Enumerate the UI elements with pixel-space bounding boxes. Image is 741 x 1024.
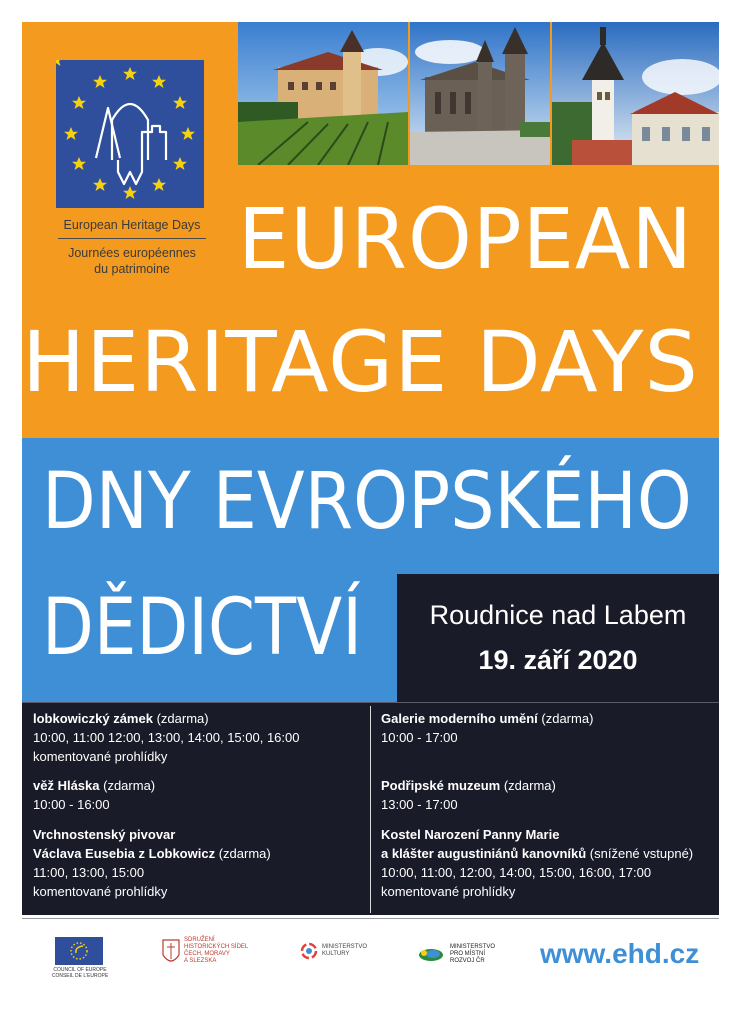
logo-divider <box>58 238 206 239</box>
mk-line2: KULTURY <box>322 951 350 957</box>
shs-shield-icon <box>162 939 180 967</box>
schedule-item-zamek <box>33 709 363 766</box>
venue-times: 10:00, 11:00 12:00, 13:00, 14:00, 15:00, 16:00 <box>33 730 300 745</box>
footer-rule <box>22 918 719 919</box>
mmr-line2: PRO MÍSTNÍ <box>450 951 486 957</box>
venue-name: Podřipské muzeum <box>381 778 501 793</box>
logo-name-fr-line2: du patrimoine <box>94 262 170 276</box>
ministry-culture-icon <box>300 942 318 960</box>
photo-church <box>410 22 550 165</box>
venue-extra: komentované prohlídky <box>33 884 168 899</box>
venue-name-2: a klášter augustiniánů kanovníků <box>381 846 587 861</box>
title-en-line1: EUROPEAN <box>238 190 694 288</box>
mmr-line1: MINISTERSTVO <box>450 944 496 950</box>
title-en-line2: HERITAGE DAYS <box>22 313 699 411</box>
ministry-regional-logo <box>418 944 495 965</box>
venue-times: 10:00 - 17:00 <box>381 730 458 745</box>
photo-tower <box>552 22 719 165</box>
event-info-box <box>397 574 719 702</box>
ministry-regional-icon <box>418 946 444 962</box>
schedule-top-line <box>22 702 719 703</box>
schedule-item-galerie <box>381 709 716 747</box>
venue-times: 11:00, 13:00, 15:00 <box>33 865 145 880</box>
venue-name: Galerie moderního umění <box>381 711 538 726</box>
venue-price: (snížené vstupné) <box>589 846 694 861</box>
venue-name: Vrchnostenský pivovar <box>33 827 176 842</box>
venue-extra: komentované prohlídky <box>33 749 168 764</box>
schedule-item-kostel <box>381 825 716 901</box>
venue-price: (zdarma) <box>503 778 556 793</box>
shs-line3: A SLEZSKA <box>184 958 217 964</box>
shs-logo <box>162 937 257 965</box>
venue-extra: komentované prohlídky <box>381 884 516 899</box>
photo-castle <box>238 22 408 165</box>
council-of-europe-logo <box>55 937 103 965</box>
website-link[interactable]: www.ehd.cz <box>540 938 700 969</box>
event-date: 19. září 2020 <box>478 645 638 675</box>
shs-line2: ČECH, MORAVY <box>184 951 230 957</box>
venue-name: Kostel Narození Panny Marie <box>381 827 560 842</box>
ehd-logo <box>56 60 204 208</box>
ministry-culture-logo <box>300 944 367 958</box>
venue-times: 10:00 - 16:00 <box>33 797 110 812</box>
venue-price: (zdarma) <box>156 711 209 726</box>
shs-line1: SDRUŽENÍ HISTORICKÝCH SÍDEL <box>184 937 249 950</box>
venue-price: (zdarma) <box>218 846 271 861</box>
mmr-line3: ROZVOJ ČR <box>450 958 485 964</box>
logo-name-en: European Heritage Days <box>63 218 201 232</box>
venue-name-2: Václava Eusebia z Lobkowicz <box>33 846 216 861</box>
schedule-divider <box>370 706 371 913</box>
venue-times: 10:00, 11:00, 12:00, 14:00, 15:00, 16:00, 17:00 <box>381 865 652 880</box>
venue-price: (zdarma) <box>103 778 156 793</box>
ehd-logo-graphic <box>56 60 204 208</box>
logo-name-fr <box>52 245 212 277</box>
venue-price: (zdarma) <box>541 711 594 726</box>
event-city: Roudnice nad Labem <box>429 600 687 630</box>
schedule-item-pivovar <box>33 825 363 901</box>
council-of-europe-caption: COUNCIL OF EUROPE CONSEIL DE L'EUROPE <box>51 967 109 979</box>
title-cz-line2: DĚDICTVÍ <box>42 583 363 673</box>
venue-name: lobkowiczký zámek <box>33 711 153 726</box>
venue-name: věž Hláska <box>33 778 100 793</box>
venue-times: 13:00 - 17:00 <box>381 797 458 812</box>
schedule-item-hlaska <box>33 776 363 814</box>
logo-name-fr-line1: Journées européennes <box>68 246 196 260</box>
schedule-item-muzeum <box>381 776 716 814</box>
title-cz-line1: DNY EVROPSKÉHO <box>42 457 692 547</box>
mk-line1: MINISTERSTVO <box>322 944 368 950</box>
